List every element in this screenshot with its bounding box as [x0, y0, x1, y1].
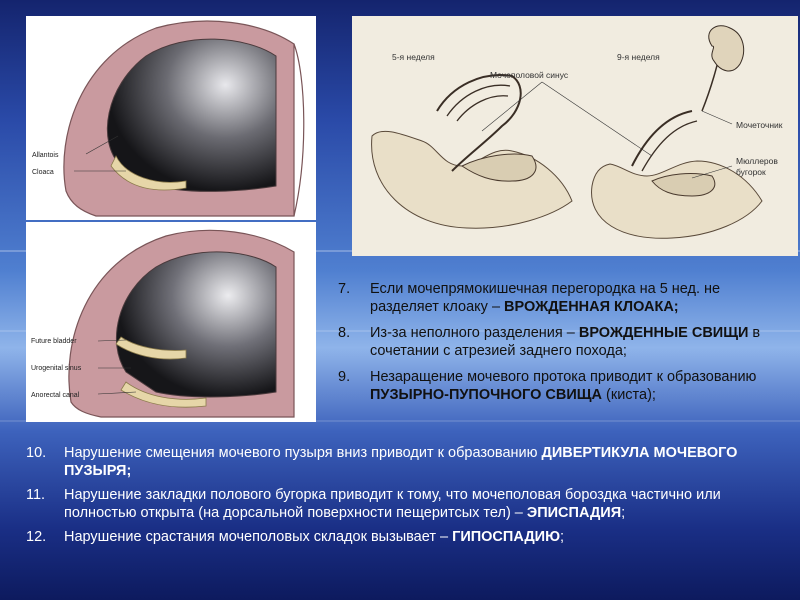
- item-highlight: ЭПИСПАДИЯ: [526, 505, 622, 521]
- item-text: Нарушение срастания мочеполовых складок вызывает – ГИПОСПАДИЮ;: [64, 529, 565, 545]
- list-item: [338, 368, 790, 404]
- development-weeks-diagram: [352, 16, 798, 256]
- label-week-5: 5-я неделя: [392, 52, 435, 62]
- item-number: 10.: [26, 445, 47, 461]
- item-text: Если мочепрямокишечная перегородка на 5 нед. не разделяет клоаку – ВРОЖДЕННАЯ КЛОАКА;: [370, 281, 721, 315]
- label-mullerian-1: Мюллеров: [736, 156, 778, 166]
- label-ureter: Мочеточник: [736, 120, 783, 130]
- anomaly-list-upper: [338, 280, 790, 412]
- label-urogenital-sinus-ru: Мочеполовой синус: [490, 70, 569, 80]
- item-highlight: ВРОЖДЕННЫЕ СВИЩИ: [578, 325, 749, 341]
- label-cloaca: Cloaca: [32, 169, 54, 176]
- label-future-bladder: Future bladder: [31, 338, 77, 345]
- item-text: Нарушение смещения мочевого пузыря вниз приводит к образованию ДИВЕРТИКУЛА МОЧЕВОГО ПУЗЫРЯ;: [64, 445, 738, 479]
- item-text: Из-за неполного разделения – ВРОЖДЕННЫЕ СВИЩИ в сочетании с атрезией заднего похода;: [370, 325, 761, 359]
- label-week-9: 9-я неделя: [617, 52, 660, 62]
- item-highlight: ГИПОСПАДИЮ: [452, 529, 561, 545]
- label-anorectal-canal: Anorectal canal: [31, 392, 80, 399]
- item-highlight: ДИВЕРТИКУЛА МОЧЕВОГО ПУЗЫРЯ;: [64, 445, 738, 479]
- item-text: Нарушение закладки полового бугорка приводит к тому, что мочеполовая бороздка частично или полностью открыта (на дорсальной поверхности пещеритсых тел) – ЭПИСПАДИЯ;: [64, 487, 721, 521]
- list-item: [338, 324, 790, 360]
- label-allantois: Allantois: [32, 152, 59, 159]
- list-item: [26, 486, 796, 522]
- item-number: 8.: [338, 325, 351, 341]
- list-item: [338, 280, 790, 316]
- item-number: 11.: [26, 487, 46, 503]
- item-text: Незаращение мочевого протока приводит к образованию ПУЗЫРНО-ПУПОЧНОГО СВИЩА (киста);: [370, 369, 757, 403]
- item-highlight: ВРОЖДЕННАЯ КЛОАКА;: [504, 299, 679, 315]
- list-item: [26, 528, 796, 546]
- item-number: 9.: [338, 369, 351, 385]
- list-item: [26, 444, 796, 480]
- anomaly-list-lower: [26, 444, 796, 552]
- urogenital-sinus-illustration: [26, 222, 316, 422]
- urogenital-sinus-diagram: [26, 222, 316, 422]
- development-weeks-illustration: [352, 16, 798, 256]
- item-highlight: ПУЗЫРНО-ПУПОЧНОГО СВИЩА: [370, 387, 602, 403]
- item-number: 12.: [26, 529, 47, 545]
- label-urogenital-sinus: Urogenital sinus: [31, 365, 82, 372]
- label-mullerian-2: бугорок: [736, 167, 766, 177]
- cloaca-diagram: [26, 16, 316, 220]
- cloaca-illustration: [26, 16, 316, 220]
- item-number: 7.: [338, 281, 351, 297]
